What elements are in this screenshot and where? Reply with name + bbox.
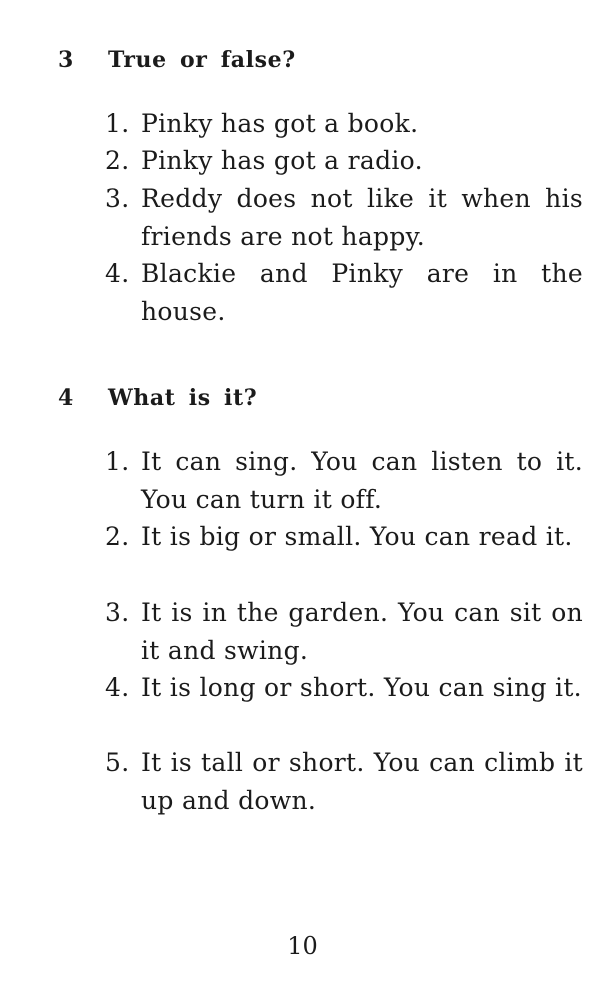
item-text: It is big or small. You can read it.: [141, 522, 573, 551]
exercise-4-item-3: [105, 594, 583, 669]
item-text: Reddy does not like it when his friends are not happy.: [141, 184, 583, 251]
exercise-4-heading: [0, 385, 605, 415]
item-number: 1.: [105, 447, 130, 476]
item-text: Blackie and Pinky are in the house.: [141, 259, 583, 326]
item-number: 3.: [105, 184, 130, 213]
exercise-4-number: 4: [58, 385, 74, 411]
item-text: It is tall or short. You can climb it up and down.: [141, 748, 583, 815]
item-number: 2.: [105, 146, 130, 175]
exercise-4-item-5: [105, 744, 583, 819]
item-number: 4.: [105, 259, 130, 288]
exercise-4-item-1: [105, 443, 583, 518]
exercise-3-item-2: [105, 142, 583, 180]
item-text: It is in the garden. You can sit on it and swing.: [141, 598, 583, 665]
exercise-3-item-1: [105, 105, 583, 143]
item-number: 1.: [105, 109, 130, 138]
exercise-3-item-4: [105, 255, 583, 330]
exercise-3-heading: [0, 47, 605, 77]
item-number: 5.: [105, 748, 130, 777]
exercise-4-title: What is it?: [108, 385, 258, 411]
item-text: Pinky has got a radio.: [141, 146, 423, 175]
page-number: 10: [287, 932, 318, 960]
exercise-3-number: 3: [58, 47, 74, 73]
exercise-4-item-2: [105, 518, 583, 556]
item-text: Pinky has got a book.: [141, 109, 419, 138]
item-number: 2.: [105, 522, 130, 551]
exercise-3-item-3: [105, 180, 583, 255]
item-text: It is long or short. You can sing it.: [141, 673, 582, 702]
exercise-4-item-4: [105, 669, 583, 707]
item-number: 4.: [105, 673, 130, 702]
item-number: 3.: [105, 598, 130, 627]
item-text: It can sing. You can listen to it. You can turn it off.: [141, 447, 583, 514]
exercise-3-title: True or false?: [108, 47, 296, 73]
